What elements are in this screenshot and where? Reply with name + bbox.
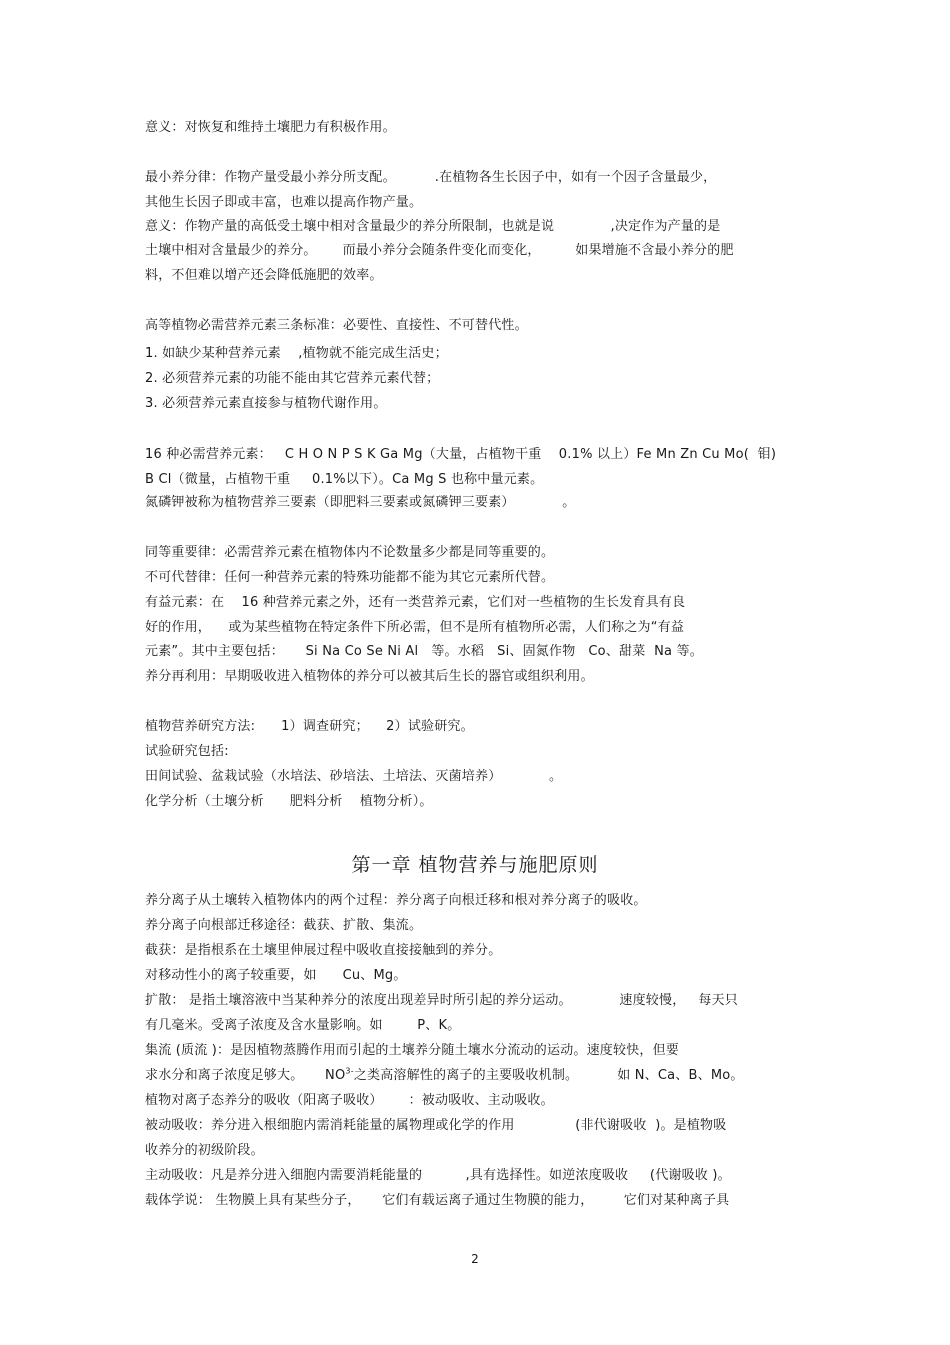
text-line-no3 [145,1066,744,1086]
text-line: 主动吸收：凡是养分进入细胞内需要消耗能量的 ,具有选择性。如逆浓度吸收 (代谢吸收 )。 [145,1168,731,1183]
text-line: 3. 必须营养元素直接参与植物代谢作用。 [145,396,387,411]
text-line-no3-after: 之类高溶解性的离子的主要吸收机制。 如 N、Ca、B、Mo。 [353,1068,744,1083]
text-line: 扩散： 是指土壤溶液中当某种养分的浓度出现差异时所引起的养分运动。 速度较慢， 每天只 [145,993,738,1008]
text-line: 集流 (质流 )：是因植物蒸腾作用而引起的土壤养分随土壤水分流动的运动。速度较快，但要 [145,1043,680,1058]
text-line: 料，不但难以增产还会降低施肥的效率。 [145,268,383,283]
text-line: 化学分析（土壤分析 肥料分析 植物分析）。 [145,794,433,809]
text-line: 其他生长因子即或丰富，也难以提高作物产量。 [145,195,423,210]
text-line-no3-before: 求水分和离子浓度足够大。 NO [145,1068,346,1083]
text-line: 有益元素：在 16 种营养元素之外，还有一类营养元素，它们对一些植物的生长发育具有良 [145,595,686,610]
text-line: 养分离子从土壤转入植物体内的两个过程：养分离子向根迁移和根对养分离子的吸收。 [145,893,647,908]
chapter-title: 第一章 植物营养与施肥原则 [351,854,599,876]
text-line: 同等重要律：必需营养元素在植物体内不论数量多少都是同等重要的。 [145,545,555,560]
text-line: 养分离子向根部迁移途径：截获、扩散、集流。 [145,918,423,933]
text-line: 试验研究包括: [145,744,229,759]
text-line: 土壤中相对含量最少的养分。 而最小养分会随条件变化而变化， 如果增施不含最小养分的肥 [145,243,734,258]
text-line: 元素”。其中主要包括： Si Na Co Se Ni Al 等。水稻 Si、固氮作物 Co、甜菜 Na 等。 [145,644,703,659]
text-line: 有几毫米。受离子浓度及含水量影响。如 P、K。 [145,1018,461,1033]
text-line: 对移动性小的离子较重要，如 Cu、Mg。 [145,968,407,983]
text-line: 好的作用， 或为某些植物在特定条件下所必需，但不是所有植物所必需，人们称之为“有益 [145,620,685,635]
text-line: 意义：作物产量的高低受土壤中相对含量最少的养分所限制，也就是说 ,决定作为产量的是 [145,219,721,234]
text-line: 高等植物必需营养元素三条标准：必要性、直接性、不可替代性。 [145,318,528,333]
text-line: 1. 如缺少某种营养元素 ,植物就不能完成生活史； [145,346,448,361]
text-line: 最小养分律：作物产量受最小养分所支配。 .在植物各生长因子中，如有一个因子含量最少， [145,170,717,185]
text-line: 被动吸收：养分进入根细胞内需消耗能量的属物理或化学的作用 (非代谢吸收 )。是植物吸 [145,1118,727,1133]
text-line: 2. 必须营养元素的功能不能由其它营养元素代替； [145,371,440,386]
text-line: 植物对离子态养分的吸收（阳离子吸收） ：被动吸收、主动吸收。 [145,1093,554,1108]
text-line: 16 种必需营养元素： C H O N P S K Ga Mg（大量，占植物干重 0.1% 以上）Fe Mn Zn Cu Mo( 钼) [145,447,777,462]
text-line: 养分再利用：早期吸收进入植物体的养分可以被其后生长的器官或组织利用。 [145,669,594,684]
text-line: 意义：对恢复和维持土壤肥力有积极作用。 [145,120,396,135]
text-line: 不可代替律：任何一种营养元素的特殊功能都不能为其它元素所代替。 [145,570,555,585]
text-line: 收养分的初级阶段。 [145,1143,264,1158]
text-line: 植物营养研究方法: 1）调查研究； 2）试验研究。 [145,719,474,734]
text-line: 截获：是指根系在土壤里伸展过程中吸收直接接触到的养分。 [145,943,502,958]
page-number: 2 [471,1252,479,1266]
text-line: B Cl（微量，占植物干重 0.1%以下）。Ca Mg S 也称中量元素。 [145,472,544,487]
text-line: 田间试验、盆栽试验（水培法、砂培法、土培法、灭菌培养） 。 [145,769,563,784]
text-line: 氮磷钾被称为植物营养三要素（即肥料三要素或氮磷钾三要素） 。 [145,495,576,510]
text-line: 载体学说： 生物膜上具有某些分子， 它们有载运离子通过生物膜的能力， 它们对某种离子具 [145,1193,730,1208]
superscript-3-minus: 3- [345,1066,354,1076]
